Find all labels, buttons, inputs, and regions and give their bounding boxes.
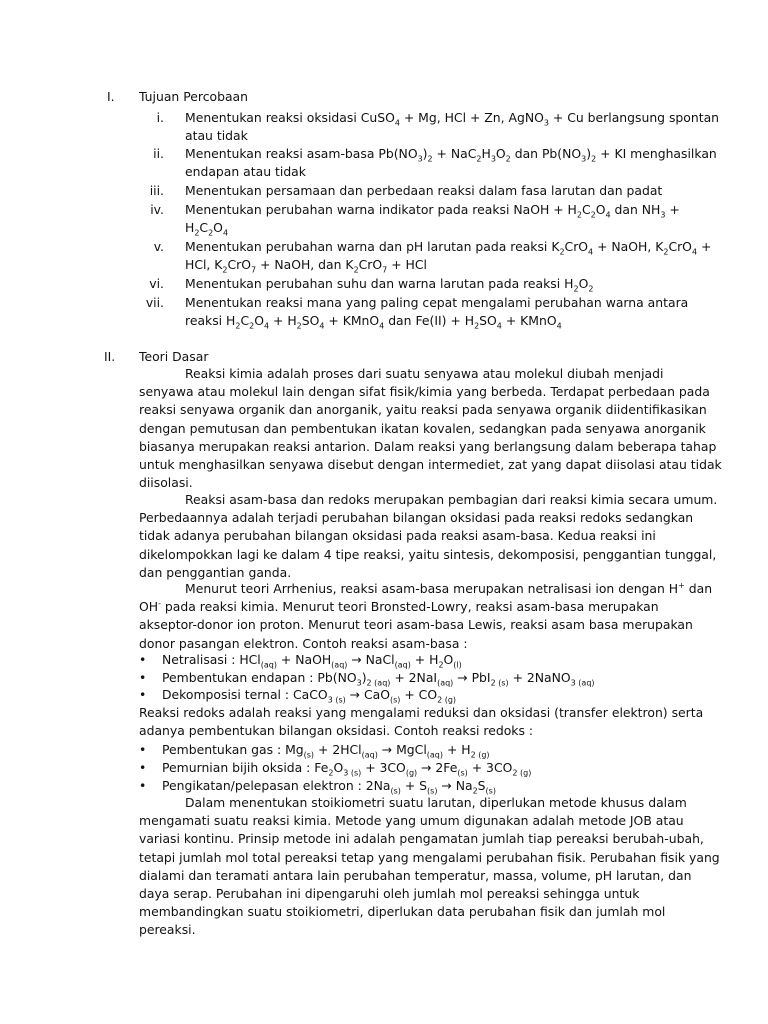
objective-line: endapan atau tidak	[185, 164, 306, 180]
paragraph-line: dialami dan teramati antara lain perubahan temperatur, massa, volume, pH larutan, dan	[139, 867, 692, 883]
bullet-icon: •	[139, 760, 147, 775]
paragraph-line: diisolasi.	[139, 475, 193, 491]
bullet-icon: •	[139, 778, 147, 793]
paragraph-line: Menurut teori Arrhenius, reaksi asam-basa merupakan netralisasi ion dengan H+ dan	[185, 580, 713, 596]
section-2-number: II.	[104, 349, 116, 364]
list-item-text: Pembentukan gas : $Mg_{(s)} + 2HCl_{(aq)}$ → MgCl$_{(aq)}$ + $H_{2 (g)}$	[162, 742, 490, 760]
paragraph-line: Perbedaannya adalah terjadi perubahan bilangan oksidasi pada reaksi redoks sedangkan	[139, 510, 694, 526]
section-1-title: Tujuan Percobaan	[139, 89, 248, 104]
objective-number: vii.	[145, 295, 164, 310]
paragraph-line: dengan pemutusan dan pembentukan ikatan kovalen, sedangkan pada senyawa anorganik	[139, 420, 706, 436]
paragraph-line: OH- pada reaksi kimia. Menurut teori Bronsted-Lowry, reaksi asam-basa merupakan	[139, 599, 659, 615]
bullet-icon: •	[139, 670, 147, 685]
objective-line: Menentukan reaksi oksidasi CuSO$_4$ + Mg, HCl + Zn, AgNO$_3$ + Cu berlangsung spontan	[185, 110, 720, 128]
objective-line: $H_2C_2O_4$	[185, 220, 229, 238]
objective-line: atau tidak	[185, 128, 248, 144]
paragraph-line: tidak adanya perubahan bilangan oksidasi pada reaksi asam-basa. Kedua reaksi ini	[139, 528, 656, 544]
objective-number: v.	[153, 239, 164, 254]
bullet-icon: •	[139, 742, 147, 757]
paragraph-line: biasanya merupakan reaksi antarion. Dalam reaksi yang berlangsung dalam beberapa tahap	[139, 438, 717, 454]
paragraph-line: akseptor-donor ion proton. Menurut teori asam-basa Lewis, reaksi asam basa merupakan	[139, 617, 693, 633]
objective-number: iii.	[149, 183, 164, 198]
objective-line: Menentukan persamaan dan perbedaan reaksi dalam fasa larutan dan padat	[185, 183, 663, 198]
paragraph-line: daya serap. Perubahan ini dipengaruhi oleh jumlah mol pereaksi sehingga untuk	[139, 886, 640, 902]
list-item-text: Pengikatan/pelepasan elektron : $2Na_{(s)} + S_{(s)} \to Na_2S_{(s)}$	[162, 778, 496, 796]
paragraph-line: dan penggantian ganda.	[139, 564, 292, 580]
paragraph-line: Reaksi kimia adalah proses dari suatu senyawa atau molekul diubah menjadi	[185, 366, 664, 381]
paragraph-line: mengamati suatu reaksi kimia. Metode yang umum digunakan adalah metode JOB atau	[139, 813, 684, 829]
objective-number: i.	[156, 110, 164, 125]
paragraph-line: adanya pembentukan bilangan oksidasi. Contoh reaksi redoks :	[139, 723, 534, 739]
paragraph-line: tetapi jumlah mol total pereaksi tetap yang mengalami perubahan fisik. Perubahan fisik yang	[139, 849, 720, 865]
paragraph-teori-asam-basa	[139, 580, 713, 653]
objective-number: iv.	[150, 202, 164, 217]
paragraph-reaksi-kimia	[139, 365, 722, 492]
objective-line: HCl, $K_2CrO_7$ + NaOH, dan $K_2CrO_7$ + HCl	[185, 257, 427, 275]
objective-number: ii.	[153, 146, 164, 161]
paragraph-line: senyawa atau molekul lain dengan sifat fisik/kimia yang berbeda. Terdapat perbedaan pada	[139, 384, 710, 400]
paragraph-line: donor pasangan elektron. Contoh reaksi asam-basa :	[139, 635, 468, 651]
paragraph-stoikiometri	[139, 794, 720, 940]
paragraph-line: dikelompokkan lagi ke dalam 4 tipe reaksi, yaitu sintesis, dekomposisi, penggantian tunggal,	[139, 546, 717, 562]
paragraph-redoks	[139, 704, 704, 740]
objective-number: vi.	[149, 276, 164, 291]
list-item-text: Dekomposisi ternal : CaCO$_{3 (s)}$ → $CaO_{(s)} + CO_{2 (g)}$	[162, 687, 457, 705]
objective-line: Menentukan reaksi mana yang paling cepat mengalami perubahan warna antara	[185, 295, 689, 310]
bullet-icon: •	[139, 652, 147, 667]
paragraph-line: Reaksi redoks adalah reaksi yang mengalami reduksi dan oksidasi (transfer elektron) serta	[139, 705, 704, 720]
paragraph-line: Dalam menentukan stoikiometri suatu larutan, diperlukan metode khusus dalam	[185, 795, 687, 810]
paragraph-line: reaksi senyawa organik dan anorganik, yaitu reaksi pada senyawa organik diidentifikasikan	[139, 402, 707, 418]
paragraph-line: Reaksi asam-basa dan redoks merupakan pembagian dari reaksi kimia secara umum.	[185, 492, 718, 507]
objective-line: Menentukan reaksi asam-basa $Pb(NO_3)_2 + NaC_2H_3O_2$ dan $Pb(NO_3)_2$ + KI menghasilkan	[185, 146, 717, 164]
objective-line: Menentukan perubahan warna dan pH larutan pada reaksi $K_2CrO_4$ + NaOH, $K_2CrO_4$ +	[185, 239, 712, 257]
list-item-text: Pembentukan endapan : $Pb(NO_3)_{2 (aq)} + 2NaI_{(aq)} \to PbI_{2 (s)}$ + 2NaNO$_{3 (aq)}$	[162, 670, 595, 688]
list-item-text: Netralisasi : HCl$_{(aq)}$ + NaOH$_{(aq)}$ → NaCl$_{(aq)}$ + $H_2O_{(l)}$	[162, 652, 462, 670]
paragraph-line: variasi kontinu. Prinsip metode ini adalah pengamatan jumlah tiap pereaksi berubah-ubah,	[139, 831, 704, 847]
paragraph-line: untuk menghasilkan senyawa disebut dengan intermediet, zat yang dapat diisolasi atau tidak	[139, 457, 722, 473]
objective-line: reaksi $H_2C_2O_4 + H_2SO_4$ + KMnO$_4$ dan $Fe(II) + H_2SO_4$ + KMnO$_4$	[185, 313, 562, 331]
objective-line: Menentukan perubahan suhu dan warna larutan pada reaksi $H_2O_2$	[185, 276, 594, 294]
section-2-title: Teori Dasar	[139, 349, 209, 364]
bullet-icon: •	[139, 687, 147, 702]
paragraph-asam-basa-redoks	[139, 491, 718, 582]
list-item-text: Pemurnian bijih oksida : $Fe_2O_{3 (s)} + 3CO_{(g)} \to 2Fe_{(s)} + 3CO_{2 (g)}$	[162, 760, 532, 778]
objective-line: Menentukan perubahan warna indikator pada reaksi NaOH + $H_2C_2O_4$ dan $NH_3$ +	[185, 202, 680, 220]
section-1-number: I.	[107, 89, 115, 104]
paragraph-line: membandingkan suatu stoikiometri, diperlukan data perubahan fisik dan jumlah mol	[139, 904, 666, 920]
paragraph-line: pereaksi.	[139, 922, 196, 938]
